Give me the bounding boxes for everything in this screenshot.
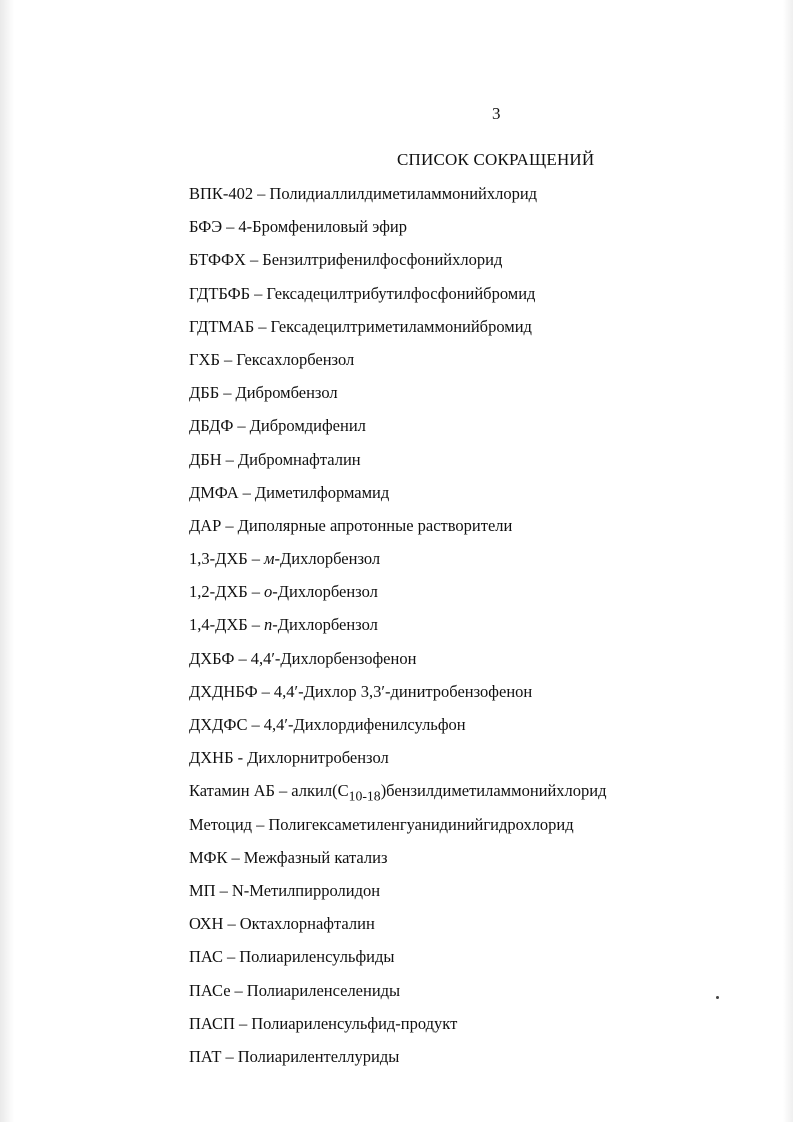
abbreviation-list <box>189 183 607 1079</box>
definition: Полидиаллилдиметиламмонийхлорид <box>269 184 538 203</box>
definition: Диметилформамид <box>254 482 390 502</box>
separator: – <box>237 416 246 436</box>
abbreviation: 1,3-ДХБ <box>189 549 248 569</box>
abbreviation-entry <box>189 349 607 382</box>
carbon-range-subscript: 10-18 <box>348 788 381 804</box>
isomer-prefix: о- <box>264 582 278 602</box>
isomer-prefix: м- <box>264 549 281 569</box>
abbreviation: ДМФА <box>189 482 239 502</box>
abbreviation: ПАСП <box>189 1013 235 1033</box>
abbreviation-entry <box>189 814 607 847</box>
definition: Дихлорбензол <box>277 615 378 635</box>
definition: Дихлорбензол <box>277 582 378 602</box>
separator: – <box>251 715 260 734</box>
abbreviation-entry <box>189 283 607 316</box>
definition: 4,4′-Дихлорбензофенон <box>250 648 417 668</box>
definition: Дибромбензол <box>235 383 338 403</box>
isomer-prefix: п- <box>264 615 278 635</box>
abbreviation-entry <box>189 316 607 349</box>
separator: – <box>231 847 240 867</box>
abbreviation: ОХН <box>189 914 224 934</box>
abbreviation: ДХДФС <box>189 715 248 734</box>
abbreviation-entry <box>189 581 607 614</box>
abbreviation-entry <box>189 714 607 747</box>
definition: Дихлорнитробензол <box>247 748 389 768</box>
definition: Дихлорбензол <box>280 549 381 569</box>
separator: – <box>225 449 234 469</box>
abbreviation-entry <box>189 913 607 946</box>
abbreviation-entry <box>189 780 607 813</box>
page-title: СПИСОК СОКРАЩЕНИЙ <box>397 150 595 169</box>
definition: Полиариленсульфиды <box>239 947 395 967</box>
abbreviation-entry <box>189 1046 607 1079</box>
abbreviation-entry <box>189 548 607 581</box>
separator: – <box>219 880 228 900</box>
abbreviation-entry <box>189 847 607 880</box>
abbreviation-entry <box>189 449 607 482</box>
definition: Гексахлорбензол <box>236 349 355 369</box>
definition: Гексадецилтрибутилфосфонийбромид <box>266 283 536 303</box>
page-number: 3 <box>492 104 501 123</box>
abbreviation-entry <box>189 249 607 282</box>
abbreviation-entry <box>189 482 607 515</box>
definition: Гексадецилтриметиламмонийбромид <box>270 316 532 336</box>
definition: Полиариленсульфид-продукт <box>251 1013 458 1033</box>
abbreviation: ДХНБ <box>189 748 234 768</box>
separator: – <box>227 914 236 934</box>
abbreviation-entry <box>189 946 607 979</box>
definition: N-Метилпирролидон <box>231 880 381 900</box>
abbreviation-entry <box>189 183 607 216</box>
abbreviation: ДБДФ <box>189 416 234 436</box>
separator: – <box>223 349 233 369</box>
abbreviation: Метоцид <box>189 814 253 834</box>
abbreviation-entry <box>189 614 607 647</box>
separator: – <box>251 615 261 635</box>
abbreviation: ПАСе <box>189 980 231 1000</box>
separator: – <box>238 648 247 668</box>
separator: – <box>257 184 266 203</box>
definition-start: алкил(С <box>291 781 349 801</box>
abbreviation: ГДТБФБ <box>189 283 251 303</box>
abbreviation-entry <box>189 216 607 249</box>
definition: Бензилтрифенилфосфонийхлорид <box>262 250 503 270</box>
definition: 4-Бромфениловый эфир <box>238 217 407 237</box>
definition: 4,4′-Дихлор 3,3′-динитробензофенон <box>273 681 533 701</box>
abbreviation: ДБН <box>189 449 222 469</box>
definition: Полиариленселениды <box>246 980 401 1000</box>
abbreviation: ГДТМАБ <box>189 316 255 336</box>
separator: – <box>249 250 259 270</box>
definition-end: )бензилдиметиламмонийхлорид <box>380 781 607 801</box>
abbreviation: 1,4-ДХБ <box>189 615 248 635</box>
abbreviation-entry <box>189 880 607 913</box>
abbreviation-entry <box>189 747 607 780</box>
definition: 4,4′-Дихлордифенилсульфон <box>263 715 466 734</box>
abbreviation: ПАС <box>189 947 224 967</box>
separator: – <box>242 482 251 502</box>
separator: – <box>225 1046 234 1066</box>
separator: - <box>237 748 244 768</box>
definition: Межфазный катализ <box>243 847 388 867</box>
abbreviation: ВПК-402 <box>189 184 254 203</box>
abbreviation: ПАТ <box>189 1046 222 1066</box>
separator: – <box>251 549 261 569</box>
abbreviation: ДАР <box>189 515 222 535</box>
separator: – <box>223 383 232 403</box>
abbreviation-entry <box>189 515 607 548</box>
separator: – <box>251 582 261 602</box>
separator: – <box>258 316 267 336</box>
definition: Октахлорнафталин <box>239 914 375 934</box>
separator: – <box>261 681 270 701</box>
separator: – <box>234 980 243 1000</box>
abbreviation: ДХДНБФ <box>189 681 258 701</box>
definition: Дибромдифенил <box>249 416 366 436</box>
scan-speck <box>716 996 719 999</box>
separator: – <box>256 814 265 834</box>
abbreviation: БФЭ <box>189 217 223 237</box>
definition: Полиарилентеллуриды <box>237 1046 400 1066</box>
abbreviation-entry <box>189 1013 607 1046</box>
abbreviation-entry <box>189 681 607 714</box>
abbreviation: МФК <box>189 847 228 867</box>
abbreviation: ДББ <box>189 383 220 403</box>
separator: – <box>226 217 235 237</box>
separator: – <box>279 781 288 801</box>
abbreviation-entry <box>189 382 607 415</box>
abbreviation: БТФФХ <box>189 250 246 270</box>
abbreviation-entry <box>189 648 607 681</box>
abbreviation: ДХБФ <box>189 648 235 668</box>
abbreviation: 1,2-ДХБ <box>189 582 248 602</box>
definition: Диполярные апротонные растворители <box>237 515 513 535</box>
abbreviation-entry <box>189 415 607 448</box>
separator: – <box>225 515 234 535</box>
definition: Дибромнафталин <box>237 449 361 469</box>
definition: Полигексаметиленгуанидинийгидрохлорид <box>268 814 574 834</box>
scan-edge-right <box>783 0 793 1122</box>
scan-edge-left <box>0 0 14 1122</box>
abbreviation: ГХБ <box>189 349 220 369</box>
separator: – <box>227 947 236 967</box>
separator: – <box>254 283 263 303</box>
separator: – <box>238 1013 248 1033</box>
abbreviation: МП <box>189 880 216 900</box>
abbreviation: Катамин АБ <box>189 781 276 801</box>
abbreviation-entry <box>189 980 607 1013</box>
